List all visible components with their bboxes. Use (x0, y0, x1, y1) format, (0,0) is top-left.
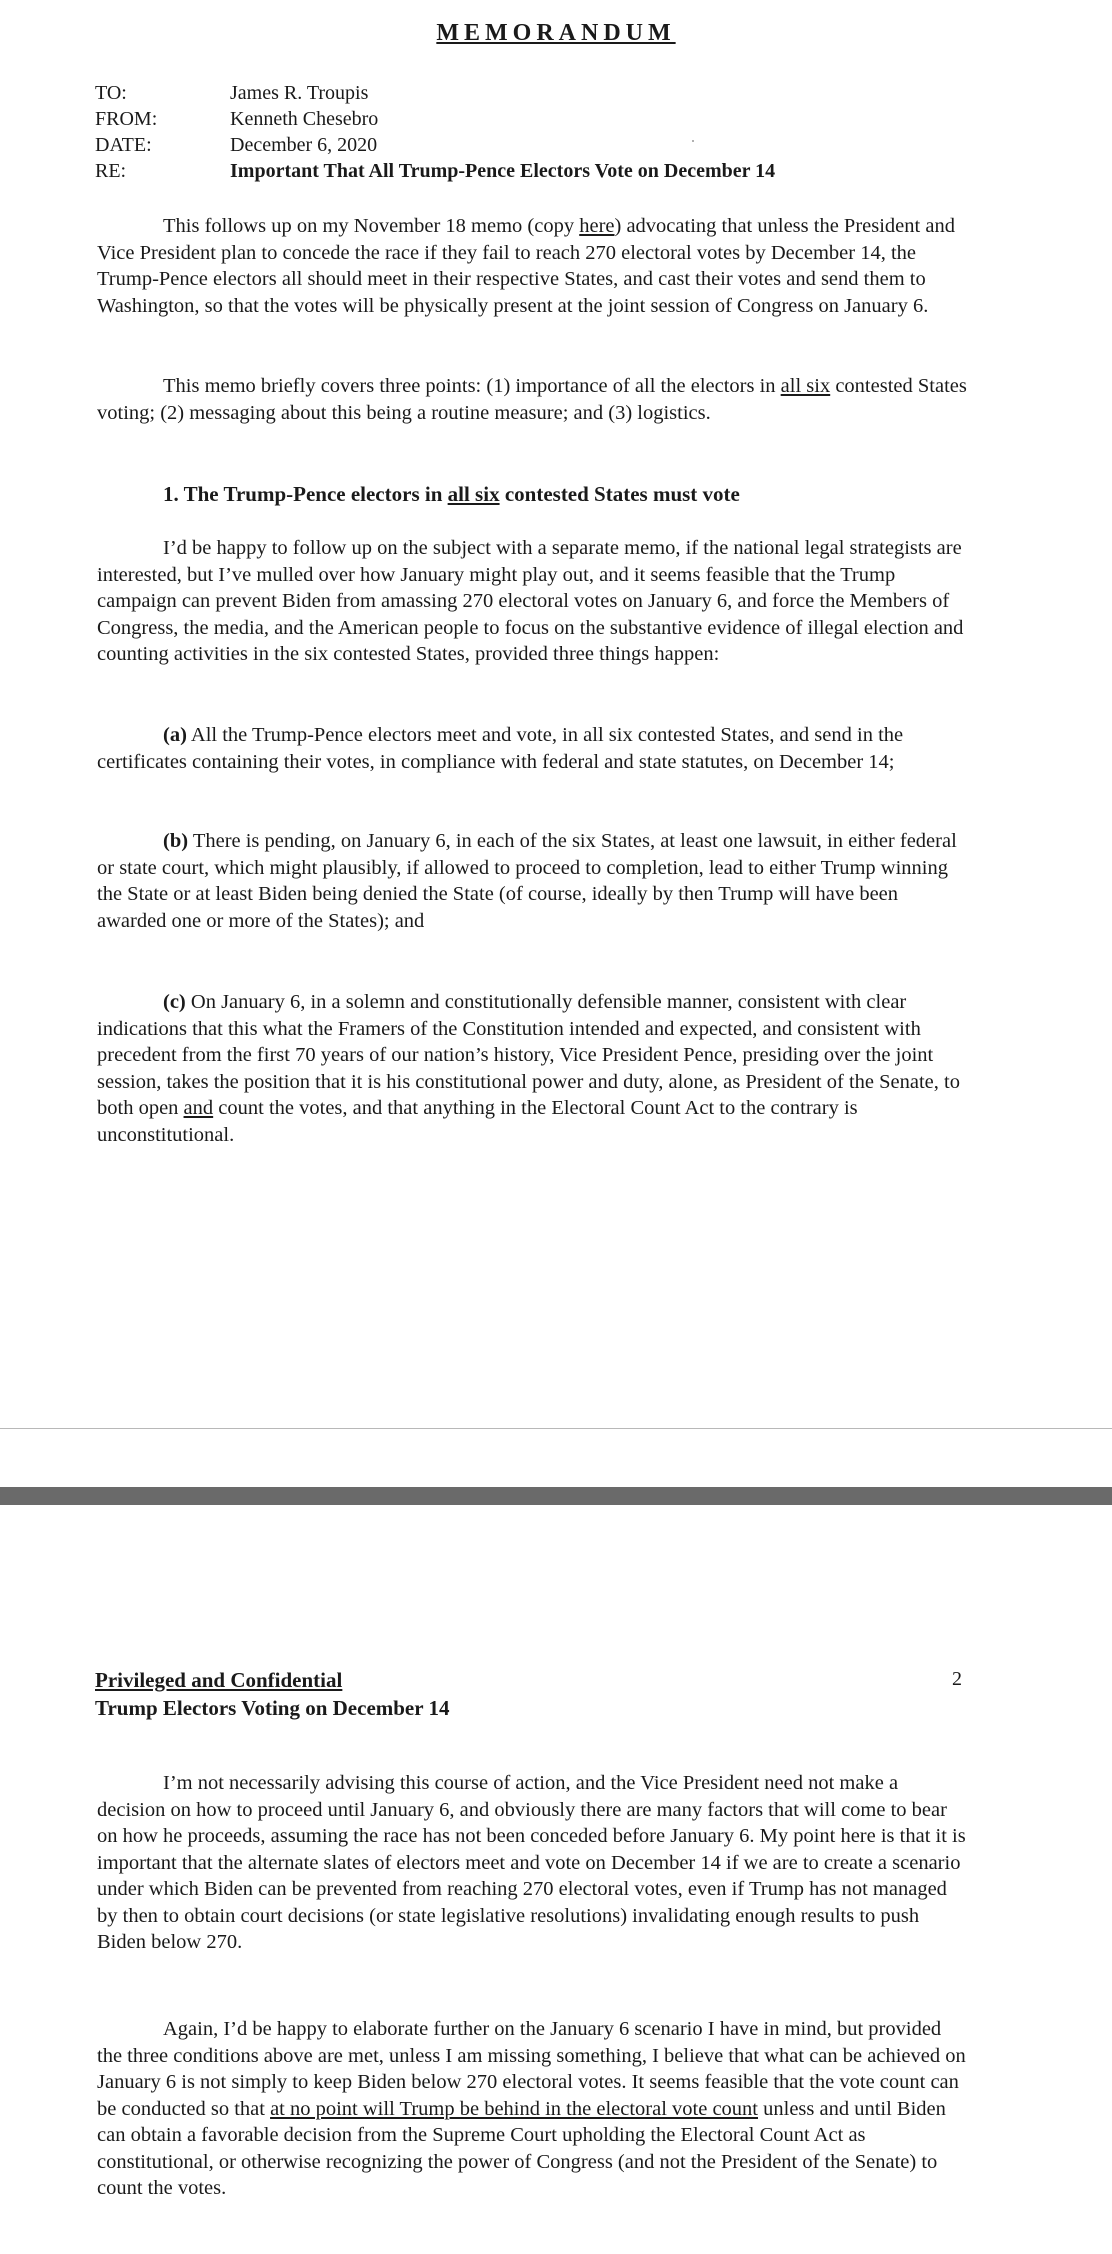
paragraph-overview (97, 373, 967, 426)
header-value: Kenneth Chesebro (230, 108, 379, 130)
paragraph-scenario: I’d be happy to follow up on the subject with a separate memo, if the national legal strategists are interested, but I’ve mulled over how January might play out, and it seems feasible that the Trump campaign can prevent Biden from amassing 270 electoral votes on January 6, and force the Members of Congress, the media, and the American people to focus on the substantive evidence of illegal election and counting activities in the six contested States, provided three things happen: (97, 537, 964, 665)
header-subject: Important That All Trump-Pence Electors Vote on December 14 (230, 160, 776, 182)
text: 1. The Trump-Pence electors in (163, 482, 448, 506)
text: There is pending, on January 6, in each of the six States, at least one lawsuit, in either federal or state court, which might plausibly, if allowed to proceed to completion, lead to either Trump winning the State or at least Biden being denied the State (of course, ideally by then Trump will have been awarded one or more of the States); and (97, 830, 957, 932)
paragraph-advice: I’m not necessarily advising this course of action, and the Vice President need not make a decision on how to proceed until January 6, and obviously there are many factors that will come to bear on how he proceeds, assuming the race has not been conceded before January 6. My point here is that it is important that the alternate slates of electors meet and vote on December 14 if we are to create a scenario under which Biden can be prevented from reaching 270 electoral votes, even if Trump has not managed by then to obtain court decisions (or state legislative resolutions) invalidating enough results to push Biden below 270. (97, 1772, 966, 1953)
scan-speck (692, 140, 694, 142)
text: unless and until Biden can obtain a favorable decision from the Supreme Court upholding the Electoral Count Act as constitutional, or otherwise recognizing the power of Congress (and not the President of the Senate) to count the votes. (97, 2097, 946, 2199)
text: All the Trump-Pence electors meet and vote, in all six contested States, and send in the certificates containing their votes, in compliance with federal and state statutes, on December 14; (97, 724, 904, 773)
page-number: 2 (952, 1668, 962, 1690)
text: Again, I’d be happy to elaborate further on the January 6 scenario I have in mind, but provided the three conditions above are met, unless I am missing something, I believe that what can be achieved on January 6 is not simply to keep Biden below 270 electoral votes. It seems feasible that the vote count can be conducted so that (97, 2018, 966, 2120)
text: count the votes, and that anything in the Electoral Count Act to the contrary is unconstitutional. (97, 1097, 858, 1146)
underlined-text: all six (780, 375, 831, 397)
header-value: James R. Troupis (230, 82, 369, 104)
header-to-row (95, 80, 368, 106)
condition-label: (a) (163, 724, 187, 746)
paragraph-elaborate (97, 2016, 967, 2202)
text: contested States must vote (499, 482, 740, 506)
text: contested States voting; (2) messaging about this being a routine measure; and (3) logistics. (97, 375, 967, 424)
text: On January 6, in a solemn and constitutionally defensible manner, consistent with clear indications that this what the Framers of the Constitution intended and expected, and consistent with precedent from the first 70 years of our nation’s history, Vice President Pence, presiding over the joint session, takes the position that it is his constitutional power and duty, alone, as President of the Senate, to both open (97, 991, 960, 1119)
condition-label: (c) (163, 991, 186, 1013)
text: This memo briefly covers three points: (1) importance of all the electors in (163, 375, 781, 397)
underlined-text: at no point will Trump be behind in the electoral vote count (270, 2097, 758, 2120)
condition-b (97, 828, 967, 934)
section-heading-1 (163, 481, 740, 507)
header-label: RE: (95, 160, 127, 182)
header-re-row (95, 158, 775, 184)
header-date-row (95, 132, 377, 158)
memo-title: MEMORANDUM (436, 20, 676, 46)
condition-a (97, 722, 967, 775)
confidential-header: Privileged and Confidential (95, 1668, 343, 1692)
text: ) advocating that unless the President and Vice President plan to concede the race if they fail to reach 270 electoral votes by December 14, the Trump-Pence electors all should meet in their respective States, and cast their votes and send them to Washington, so that the votes will be physically present at the joint session of Congress on January 6. (97, 215, 955, 317)
paragraph-intro (97, 213, 967, 319)
header-value: December 6, 2020 (230, 134, 378, 156)
header-from-row (95, 106, 378, 132)
memo-link-here[interactable]: here (579, 215, 615, 237)
running-header: Trump Electors Voting on December 14 (95, 1696, 450, 1720)
page-divider (0, 1487, 1112, 1505)
underlined-text: and (183, 1097, 214, 1119)
header-label: DATE: (95, 134, 152, 156)
underlined-text: all six (447, 482, 500, 506)
page-edge-line (0, 1428, 1112, 1429)
condition-label: (b) (163, 830, 189, 852)
header-label: FROM: (95, 108, 158, 130)
text: This follows up on my November 18 memo (copy (163, 215, 580, 237)
header-label: TO: (95, 82, 127, 104)
condition-c (97, 989, 967, 1148)
